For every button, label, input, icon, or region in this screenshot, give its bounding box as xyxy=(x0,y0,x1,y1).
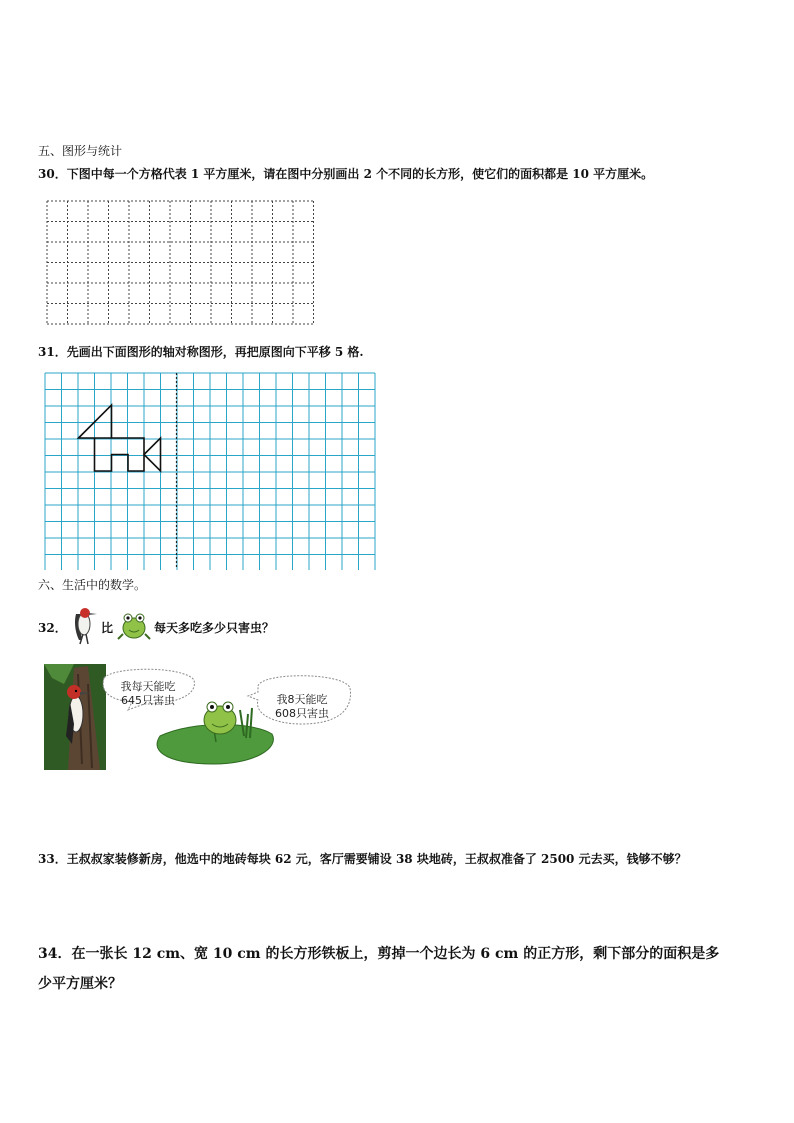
question-number: 30． xyxy=(38,167,67,181)
question-text: 先画出下面图形的轴对称图形，再把原图向下平移 5 格. xyxy=(66,345,364,359)
question-32-text: 每天多吃多少只害虫？ xyxy=(154,621,275,635)
section-title-5: 五、图形与统计 xyxy=(38,144,123,158)
question-33 xyxy=(38,851,687,867)
dashed-square-grid[interactable] xyxy=(46,200,316,326)
question-text: 下图中每一个方格代表 1 平方厘米，请在图中分别画出 2 个不同的长方形，使它们的面积都是 10 平方厘米。 xyxy=(66,167,654,181)
question-text: 王叔叔家装修新房，他选中的地砖每块 62 元，客厅需要铺设 38 块地砖，王叔叔准备了 2500 元去买，钱够不够？ xyxy=(66,852,687,866)
puppy-outline-figure xyxy=(79,405,161,471)
bubble-line: 608只害虫 xyxy=(275,707,329,720)
question-31 xyxy=(38,344,364,360)
question-34-line-2: 少平方厘米？ xyxy=(38,976,122,992)
bubble-line: 645只害虫 xyxy=(121,694,175,707)
question-number: 33． xyxy=(38,852,67,866)
question-32-number: 32． xyxy=(38,621,67,635)
section-title-6: 六、生活中的数学。 xyxy=(38,578,147,592)
bubble-line: 我8天能吃 xyxy=(276,693,328,706)
frog-icon xyxy=(117,608,151,642)
question-number: 34． xyxy=(38,946,72,962)
question-34-line-1 xyxy=(38,944,719,964)
woodpecker-icon xyxy=(70,604,98,646)
question-number: 31． xyxy=(38,345,67,359)
question-text: 在一张长 12 cm、宽 10 cm 的长方形铁板上，剪掉一个边长为 6 cm 的正方形，剩下部分的面积是多 xyxy=(71,946,720,962)
question-30 xyxy=(38,166,653,182)
comparison-word: 比 xyxy=(101,621,114,635)
symmetry-grid[interactable] xyxy=(44,372,376,570)
frog-speech-bubble xyxy=(262,693,342,721)
woodpecker-speech-bubble xyxy=(110,680,186,708)
bubble-line: 我每天能吃 xyxy=(120,680,176,693)
